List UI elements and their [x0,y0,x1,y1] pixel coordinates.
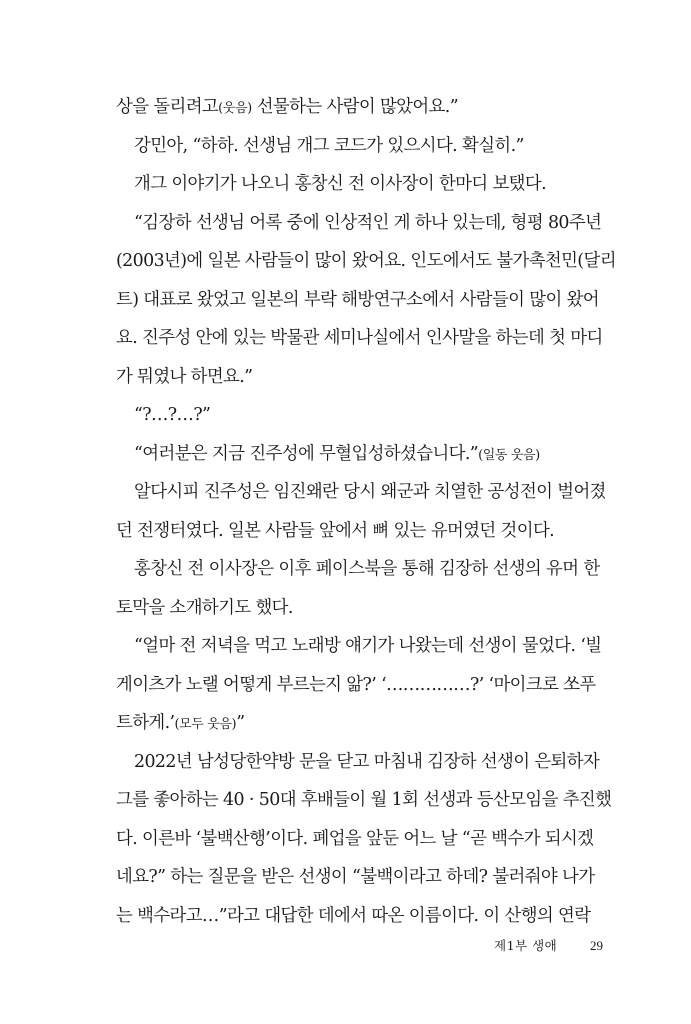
text-line: 던 전쟁터였다. 일본 사람들 앞에서 뼈 있는 유머였던 것이다. [116,520,555,541]
inline-annotation: (웃음) [218,101,252,116]
inline-annotation: (모두 웃음) [174,717,237,732]
section-title: 제1부 생애 [494,938,558,953]
text-line: “?…?…?” [134,405,211,425]
body-text [116,88,616,935]
text-line: 게이츠가 노랠 어떻게 부르는지 앎?’ ‘……………?’ ‘마이크로 쏘푸 [116,674,596,695]
text-line: 홍창신 전 이사장은 이후 페이스북을 통해 김장하 선생의 유머 한 [134,559,600,579]
text-line: 강민아, “하하. 선생님 개그 코드가 있으시다. 확실히.” [134,135,524,156]
text-line: “여러분은 지금 진주성에 무혈입성하셨습니다.”(일동 웃음) [134,443,540,464]
text-line: (2003년)에 일본 사람들이 많이 왔어요. 인도에서도 불가촉천민(달리 [116,251,616,271]
text-line: “김장하 선생님 어록 중에 인상적인 게 하나 있는데, 형평 80주년 [134,212,602,233]
text-line: 트하게.’(모두 웃음)” [116,713,245,733]
text-line: 요. 진주성 안에 있는 박물관 세미나실에서 인사말을 하는데 첫 마디 [116,328,603,348]
text-line: 다. 이른바 ‘불백산행’이다. 폐업을 앞둔 어느 날 “곧 백수가 되시겠 [116,828,594,849]
text-line: “얼마 전 저녁을 먹고 노래방 얘기가 나왔는데 선생이 물었다. ‘빌 [134,636,602,656]
page-footer [0,936,691,956]
text-line: 그를 좋아하는 40 · 50대 후배들이 월 1회 선생과 등산모임을 추진했 [116,790,612,810]
text-line: 는 백수라고…”라고 대답한 데에서 따온 이름이다. 이 산행의 연락 [116,905,591,926]
text-line: 알다시피 진주성은 임진왜란 당시 왜군과 치열한 공성전이 벌어졌 [134,482,606,502]
text-line: 네요?” 하는 질문을 받은 선생이 “불백이라고 하데? 불러줘야 나가 [116,867,595,887]
text-line: 2022년 남성당한약방 문을 닫고 마침내 김장하 선생이 은퇴하자 [134,751,600,772]
text-line: 가 뭐였나 하면요.” [116,366,253,387]
text-line: 개그 이야기가 나오니 홍창신 전 이사장이 한마디 보탰다. [134,174,547,194]
text-line: 상을 돌리려고(웃음) 선물하는 사람이 많았어요.” [116,97,458,117]
text-line: 트) 대표로 왔었고 일본의 부락 해방연구소에서 사람들이 많이 왔어 [116,289,599,310]
inline-annotation: (일동 웃음) [478,447,540,463]
text-line: 토막을 소개하기도 했다. [116,597,293,618]
page-number: 29 [590,938,603,953]
